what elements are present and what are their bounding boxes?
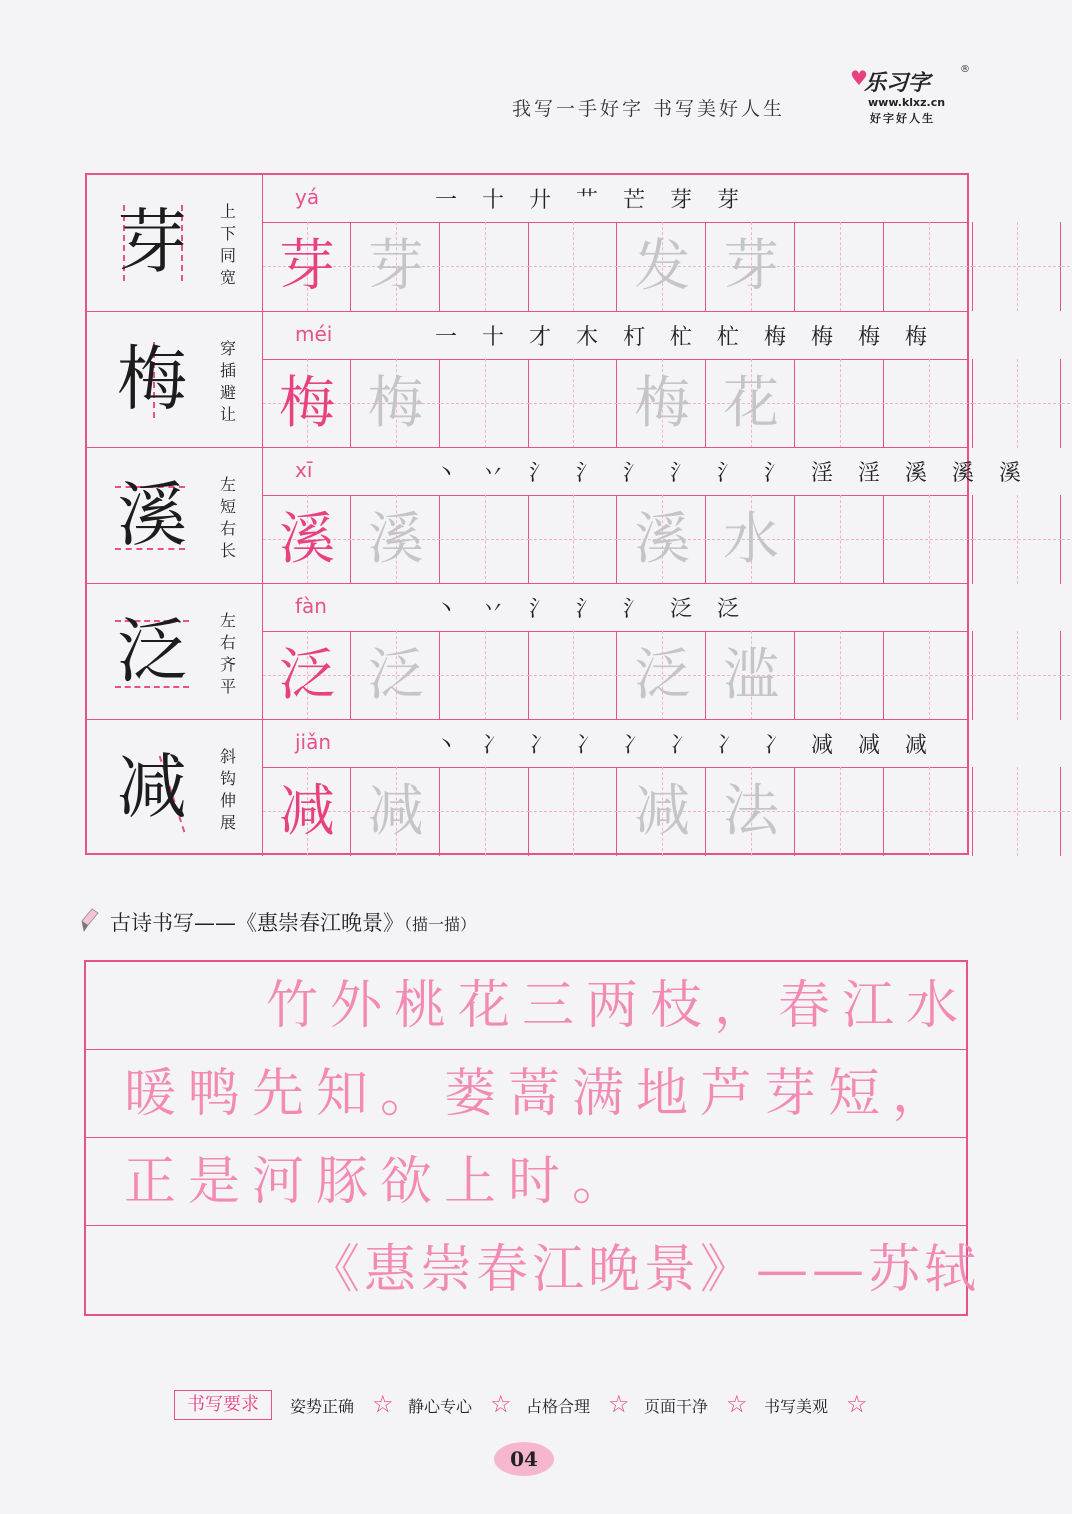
pinyin-stroke-strip bbox=[263, 312, 967, 360]
practice-cell[interactable] bbox=[1062, 767, 1072, 856]
structure-tip-char: 右 bbox=[219, 519, 236, 538]
example-character: 减 bbox=[279, 779, 335, 844]
logo-url: www.klxz.cn bbox=[868, 96, 946, 109]
structure-tip-char: 插 bbox=[219, 361, 236, 380]
structure-tip bbox=[217, 746, 239, 834]
example-character: 芽 bbox=[279, 234, 335, 299]
practice-cell[interactable] bbox=[441, 495, 529, 584]
practice-cell[interactable] bbox=[441, 631, 529, 720]
stroke-order: 一 十 才 木 朾 杧 杧 梅 梅 梅 梅 bbox=[435, 325, 936, 350]
practice-cell[interactable] bbox=[441, 222, 529, 311]
trace-character bbox=[973, 359, 1061, 448]
structure-tip-char: 短 bbox=[219, 497, 236, 516]
structure-tip bbox=[217, 474, 239, 562]
practice-cell[interactable] bbox=[529, 767, 617, 856]
practice-cell[interactable] bbox=[352, 631, 440, 720]
poem-heading-note: （描一描） bbox=[404, 915, 477, 934]
poem-line-text: 暖鸭先知。蒌蒿满地芦芽短， bbox=[124, 1064, 957, 1124]
model-character: 泛 bbox=[117, 610, 187, 692]
practice-cell[interactable] bbox=[885, 359, 973, 448]
practice-cell[interactable] bbox=[529, 631, 617, 720]
practice-cell[interactable] bbox=[441, 359, 529, 448]
structure-tip-char: 左 bbox=[219, 475, 236, 494]
practice-cell[interactable] bbox=[707, 495, 795, 584]
model-character: 梅 bbox=[117, 338, 187, 420]
practice-cell[interactable] bbox=[707, 222, 795, 311]
trace-character bbox=[529, 222, 617, 311]
pinyin-stroke-strip bbox=[263, 720, 967, 768]
practice-cell[interactable] bbox=[1062, 222, 1072, 311]
heart-icon: ♥ bbox=[850, 66, 868, 90]
practice-cell[interactable] bbox=[885, 495, 973, 584]
brand-logo bbox=[850, 66, 970, 126]
structure-tip-char: 左 bbox=[219, 611, 236, 630]
practice-cell[interactable] bbox=[352, 222, 440, 311]
structure-tip bbox=[217, 201, 239, 289]
practice-cell[interactable] bbox=[796, 495, 884, 584]
practice-cell[interactable] bbox=[796, 222, 884, 311]
trace-character: 梅 bbox=[634, 371, 691, 436]
trace-character bbox=[441, 495, 529, 584]
trace-character bbox=[441, 222, 529, 311]
stroke-order: 丶 冫 冫 冫 冫 冫 冫 冫 减 减 减 bbox=[435, 733, 936, 758]
structure-tip-char: 让 bbox=[219, 405, 236, 424]
model-character-cell bbox=[87, 584, 263, 720]
structure-tip-char: 长 bbox=[219, 541, 236, 560]
poem-line bbox=[86, 962, 971, 1050]
trace-character bbox=[441, 767, 529, 856]
structure-tip-char: 齐 bbox=[219, 655, 236, 674]
example-character: 梅 bbox=[279, 371, 335, 436]
trace-character bbox=[973, 631, 1061, 720]
requirement-item: 书写美观 bbox=[764, 1397, 829, 1416]
practice-cell[interactable] bbox=[796, 631, 884, 720]
poem-line-text: 竹外桃花三两枝，春江水 bbox=[266, 976, 971, 1036]
practice-cell[interactable] bbox=[796, 359, 884, 448]
star-icon: ☆ bbox=[608, 1390, 630, 1418]
structure-tip-char: 避 bbox=[219, 383, 236, 402]
practice-cell[interactable] bbox=[263, 495, 351, 584]
trace-character bbox=[973, 767, 1061, 856]
trace-character: 减 bbox=[367, 779, 424, 844]
model-character: 溪 bbox=[117, 474, 187, 556]
trace-character bbox=[885, 767, 973, 856]
model-character-cell bbox=[87, 175, 263, 311]
trace-character: 芽 bbox=[367, 234, 424, 299]
trace-character bbox=[529, 359, 617, 448]
practice-cell[interactable] bbox=[263, 767, 351, 856]
model-character: 芽 bbox=[117, 201, 187, 283]
poem-line bbox=[86, 1050, 966, 1138]
pinyin-stroke-strip bbox=[263, 448, 1030, 496]
poem-heading-title: 古诗书写——《惠崇春江晚景》 bbox=[110, 911, 404, 935]
star-icon: ☆ bbox=[726, 1390, 748, 1418]
stroke-order: 丶 丷 氵 氵 氵 氵 氵 氵 淫 淫 溪 溪 溪 bbox=[435, 461, 1030, 486]
practice-cell[interactable] bbox=[263, 631, 351, 720]
trace-character: 泛 bbox=[367, 643, 424, 708]
practice-cell[interactable] bbox=[529, 222, 617, 311]
character-row bbox=[87, 583, 967, 720]
structure-tip-char: 展 bbox=[219, 813, 236, 832]
practice-cell[interactable] bbox=[1062, 359, 1072, 448]
header-slogan: 我写一手好字 书写美好人生 bbox=[512, 98, 786, 120]
character-row bbox=[87, 175, 967, 311]
practice-cell[interactable] bbox=[707, 359, 795, 448]
structure-tip-char: 钩 bbox=[219, 769, 236, 788]
practice-cell[interactable] bbox=[707, 767, 795, 856]
trace-character: 滥 bbox=[723, 643, 779, 708]
trace-character bbox=[796, 631, 884, 720]
star-icon: ☆ bbox=[846, 1390, 868, 1418]
requirement-item: 页面干净 bbox=[644, 1397, 709, 1416]
practice-cell[interactable] bbox=[618, 631, 706, 720]
practice-cell[interactable] bbox=[973, 495, 1061, 584]
practice-cell[interactable] bbox=[885, 767, 973, 856]
trace-character bbox=[885, 495, 973, 584]
trace-character bbox=[1062, 222, 1072, 311]
practice-cell[interactable] bbox=[618, 767, 706, 856]
trace-character: 溪 bbox=[634, 507, 691, 572]
pinyin: fàn bbox=[295, 594, 327, 618]
trace-character bbox=[796, 767, 884, 856]
stroke-order: 一 十 廾 艹 芒 芽 芽 bbox=[435, 188, 748, 213]
practice-cell[interactable] bbox=[973, 222, 1061, 311]
structure-tip-char: 伸 bbox=[219, 791, 236, 810]
trace-character: 水 bbox=[723, 507, 779, 572]
trace-character bbox=[796, 495, 884, 584]
practice-cell[interactable] bbox=[618, 495, 706, 584]
practice-cell[interactable] bbox=[973, 767, 1061, 856]
trace-character: 发 bbox=[634, 234, 691, 299]
trace-character bbox=[529, 495, 617, 584]
registered-mark: ® bbox=[960, 64, 970, 75]
structure-tip-char: 斜 bbox=[219, 747, 236, 766]
practice-cell[interactable] bbox=[973, 631, 1061, 720]
character-row bbox=[87, 447, 1030, 584]
example-character: 溪 bbox=[279, 507, 335, 572]
practice-cell[interactable] bbox=[1062, 631, 1072, 720]
practice-cell[interactable] bbox=[885, 222, 973, 311]
pinyin: yá bbox=[295, 185, 320, 209]
structure-tip-char: 平 bbox=[219, 677, 236, 696]
trace-character: 梅 bbox=[367, 371, 424, 436]
model-character: 减 bbox=[117, 746, 187, 828]
character-practice-grid bbox=[85, 173, 1030, 855]
trace-character bbox=[1062, 495, 1072, 584]
practice-cell[interactable] bbox=[973, 359, 1061, 448]
trace-character bbox=[796, 359, 884, 448]
logo-tagline: 好字好人生 bbox=[870, 112, 935, 125]
trace-character bbox=[1062, 359, 1072, 448]
structure-tip-char: 上 bbox=[219, 202, 236, 221]
practice-cell[interactable] bbox=[1062, 495, 1072, 584]
practice-cell[interactable] bbox=[529, 495, 617, 584]
poem-heading bbox=[110, 907, 476, 937]
poem-attribution: 《惠崇春江晚景》——苏轼 bbox=[308, 1240, 981, 1300]
page-number: 04 bbox=[494, 1442, 554, 1476]
star-icon: ☆ bbox=[490, 1390, 512, 1418]
trace-character: 花 bbox=[723, 371, 779, 436]
logo-title: 乐习字 bbox=[864, 71, 931, 96]
requirement-item: 静心专心 bbox=[408, 1397, 473, 1416]
character-row bbox=[87, 311, 967, 448]
poem-line-text: 正是河豚欲上时。 bbox=[124, 1152, 637, 1212]
structure-tip bbox=[217, 338, 239, 426]
pencil-icon bbox=[80, 907, 100, 933]
structure-tip bbox=[217, 610, 239, 698]
trace-character: 减 bbox=[634, 779, 691, 844]
practice-cell[interactable] bbox=[263, 359, 351, 448]
trace-character bbox=[529, 631, 617, 720]
practice-cell[interactable] bbox=[618, 359, 706, 448]
practice-cell[interactable] bbox=[352, 767, 440, 856]
structure-tip-char: 宽 bbox=[219, 268, 236, 287]
trace-character bbox=[885, 359, 973, 448]
trace-character: 芽 bbox=[723, 234, 779, 299]
structure-tip-char: 穿 bbox=[219, 339, 236, 358]
trace-character: 溪 bbox=[367, 507, 424, 572]
trace-character bbox=[1062, 767, 1072, 856]
practice-cell[interactable] bbox=[263, 222, 351, 311]
requirements-label: 书写要求 bbox=[174, 1390, 272, 1420]
example-character: 泛 bbox=[279, 643, 335, 708]
practice-cell[interactable] bbox=[529, 359, 617, 448]
trace-character bbox=[973, 495, 1061, 584]
practice-cell[interactable] bbox=[618, 222, 706, 311]
trace-character bbox=[529, 767, 617, 856]
practice-cell[interactable] bbox=[707, 631, 795, 720]
practice-cell[interactable] bbox=[796, 767, 884, 856]
trace-character bbox=[441, 631, 529, 720]
structure-tip-char: 下 bbox=[219, 224, 236, 243]
poem-tracing-box bbox=[84, 960, 981, 1316]
stroke-order: 丶 丷 氵 氵 氵 泛 泛 bbox=[435, 597, 748, 622]
trace-character bbox=[441, 359, 529, 448]
trace-character: 法 bbox=[723, 779, 779, 844]
character-row bbox=[87, 719, 967, 856]
trace-character bbox=[885, 631, 973, 720]
practice-cell[interactable] bbox=[352, 495, 440, 584]
trace-character bbox=[796, 222, 884, 311]
pinyin: jiǎn bbox=[295, 730, 332, 754]
model-character-cell bbox=[87, 312, 263, 448]
poem-line bbox=[86, 1226, 981, 1314]
requirement-item: 占格合理 bbox=[526, 1397, 591, 1416]
pinyin-stroke-strip bbox=[263, 584, 967, 632]
structure-tip-char: 同 bbox=[219, 246, 236, 265]
trace-character bbox=[973, 222, 1061, 311]
practice-cell[interactable] bbox=[885, 631, 973, 720]
structure-tip-char: 右 bbox=[219, 633, 236, 652]
model-character-cell bbox=[87, 720, 263, 856]
trace-character bbox=[885, 222, 973, 311]
trace-character: 泛 bbox=[634, 643, 691, 708]
practice-cell[interactable] bbox=[441, 767, 529, 856]
requirement-item: 姿势正确 bbox=[290, 1397, 355, 1416]
poem-line bbox=[86, 1138, 966, 1226]
star-icon: ☆ bbox=[372, 1390, 394, 1418]
practice-cell[interactable] bbox=[352, 359, 440, 448]
pinyin-stroke-strip bbox=[263, 175, 967, 223]
pinyin: xī bbox=[295, 458, 313, 482]
pinyin: méi bbox=[295, 322, 333, 346]
trace-character bbox=[1062, 631, 1072, 720]
model-character-cell bbox=[87, 448, 263, 584]
